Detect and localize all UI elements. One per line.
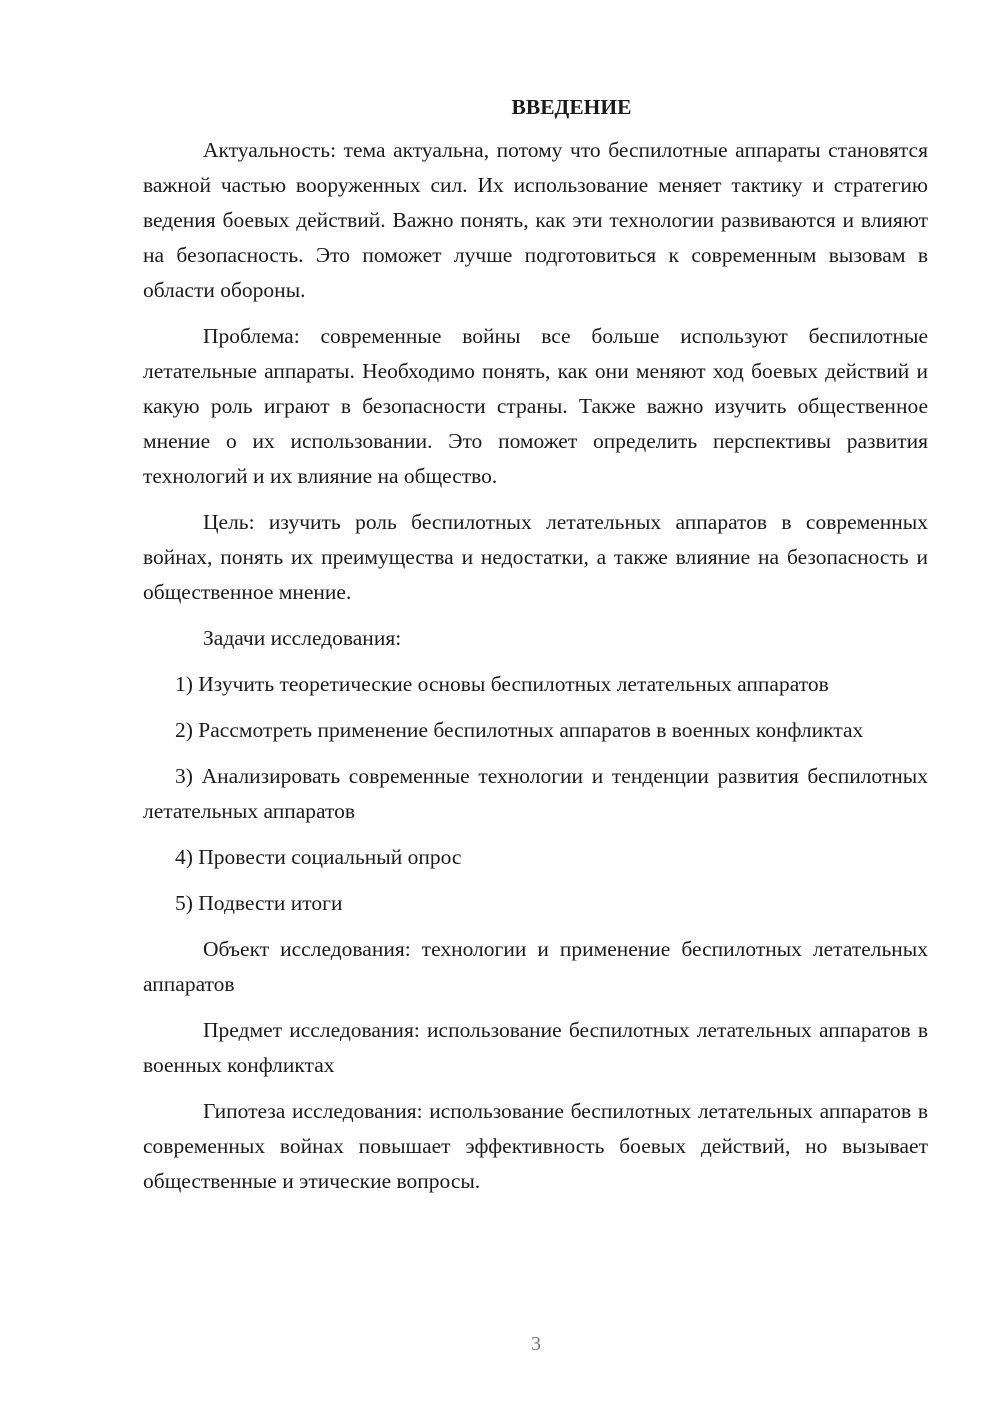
paragraph-goal: Цель: изучить роль беспилотных летательных аппаратов в современных войнах, понять их преимущества и недостатки, а также влияние на безопасность и общественное мнение.: [143, 510, 928, 604]
task-item-4: 4) Провести социальный опрос: [175, 845, 462, 869]
task-item-2: 2) Рассмотреть применение беспилотных аппаратов в военных конфликтах: [175, 718, 864, 742]
paragraph-subject: Предмет исследования: использование беспилотных летательных аппаратов в военных конфликтах: [143, 1018, 928, 1077]
task-item-5: 5) Подвести итоги: [175, 891, 343, 915]
task-item-3: 3) Анализировать современные технологии и тенденции развития беспилотных летательных аппаратов: [143, 764, 928, 823]
paragraph-object: Объект исследования: технологии и применение беспилотных летательных аппаратов: [143, 937, 928, 996]
section-heading: ВВЕДЕНИЕ: [511, 95, 632, 119]
page-number: 3: [531, 1333, 541, 1355]
paragraph-hypothesis: Гипотеза исследования: использование беспилотных летательных аппаратов в современных войнах повышает эффективность боевых действий, но вызывает общественные и этические вопросы.: [143, 1099, 928, 1193]
paragraph-problem: Проблема: современные войны все больше используют беспилотные летательные аппараты. Необходимо понять, как они меняют ход боевых действий и какую роль играют в безопасности страны. Также важно изучить общественное мнение о их использовании. Это поможет определить перспективы развития технологий и их влияние на общество.: [143, 324, 928, 488]
paragraph-tasks-intro: Задачи исследования:: [203, 626, 402, 650]
document-page: [143, 90, 928, 1210]
task-item-1: 1) Изучить теоретические основы беспилотных летательных аппаратов: [175, 672, 829, 696]
paragraph-relevance: Актуальность: тема актуальна, потому что беспилотные аппараты становятся важной частью вооруженных сил. Их использование меняет тактику и стратегию ведения боевых действий. Важно понять, как эти технологии развиваются и влияют на безопасность. Это поможет лучше подготовиться к современным вызовам в области обороны.: [143, 138, 928, 302]
